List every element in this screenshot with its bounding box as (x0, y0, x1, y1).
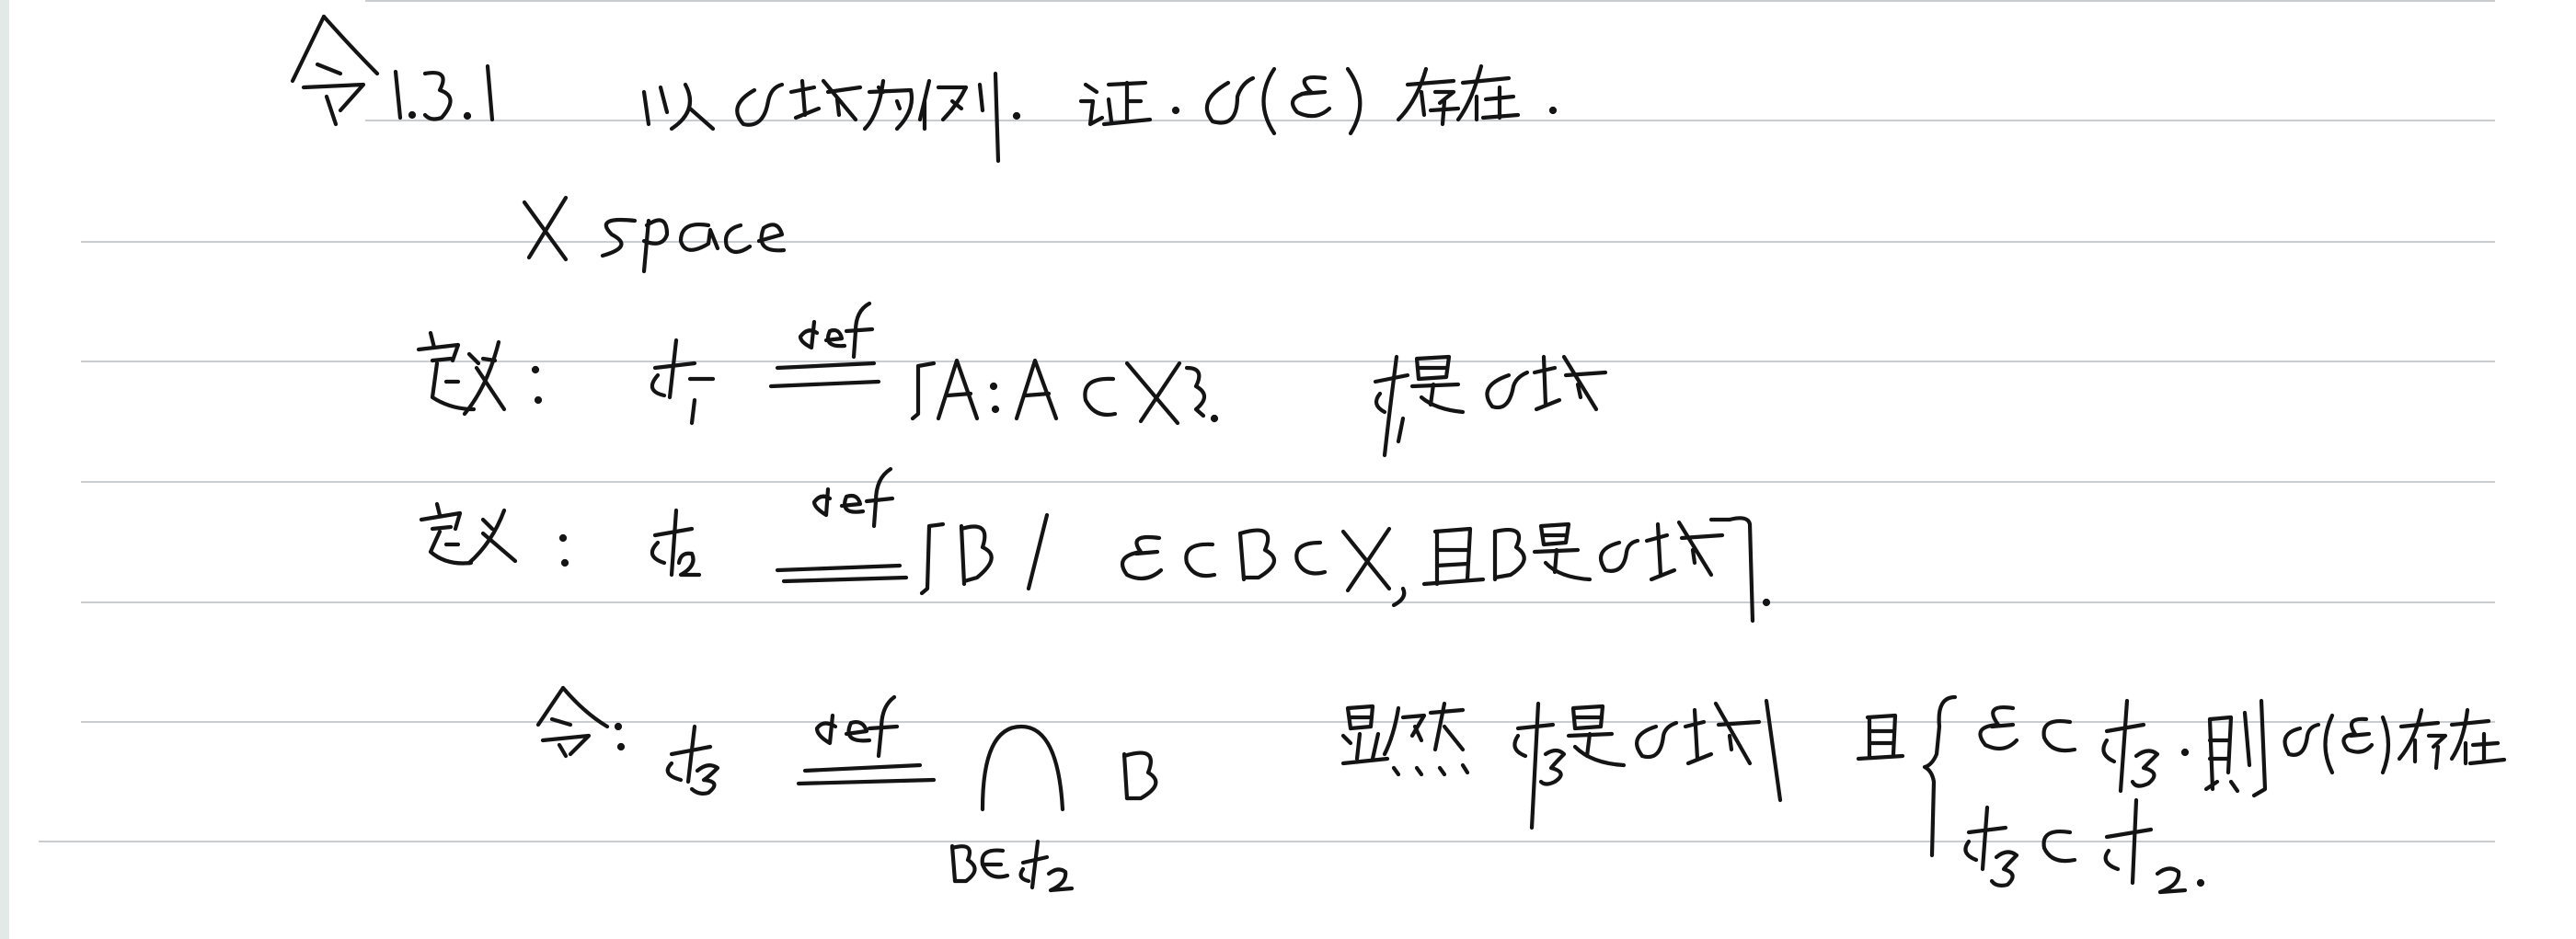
handwritten-colon (534, 368, 537, 372)
handwritten-ling (293, 17, 377, 124)
handwritten-ling-2 (538, 688, 607, 756)
handwritten-sigma-of-e (1207, 69, 1360, 133)
handwritten-a (681, 224, 718, 250)
handwritten-e (759, 224, 784, 250)
handwritten-1-3-1 (396, 66, 492, 120)
handwritten-F3 (668, 727, 718, 794)
handwritten-def-1 (771, 303, 879, 386)
handwritten-c (726, 225, 750, 252)
handwritten-set-A-subset-X (913, 361, 1216, 423)
handwritten-F1-is-sigma-field (1375, 357, 1605, 455)
handwritten-qie-2 (1858, 716, 1903, 759)
handwritten-yi (644, 85, 713, 129)
handwritten-wei (865, 81, 912, 129)
handwritten-dingyi-2 (421, 504, 515, 564)
handwritten-F1 (652, 340, 713, 423)
handwriting-line-2 (524, 198, 784, 271)
handwritten-li (920, 74, 998, 161)
handwritten-qie-B-is-sigma-field (1424, 518, 1768, 621)
handwritten-set-B (922, 515, 1404, 605)
handwritten-s (603, 220, 635, 256)
handwritten-cun (1398, 69, 1458, 124)
handwriting-line-4 (421, 469, 1768, 621)
handwritten-dingyi-1 (419, 333, 504, 414)
handwritten-dot (1174, 109, 1178, 112)
handwritten-colon (561, 536, 565, 540)
handwritten-ze-sigma-E-cunzai (2183, 701, 2504, 796)
handwritten-F3-subset-F2 (1965, 800, 2202, 892)
handwritten-def-3 (799, 697, 934, 784)
handwritten-zai (1458, 66, 1518, 120)
handwritten-subscript-B-in-F2 (952, 842, 1072, 890)
handwritten-F3-is-sigma-field (1514, 701, 1780, 828)
handwritten-xianran (1343, 704, 1467, 774)
handwriting-line-1 (293, 17, 1555, 161)
handwritten-p (644, 221, 649, 271)
handwritten-period (1551, 109, 1555, 112)
handwritten-yu-1 (791, 81, 860, 120)
handwritten-zheng (1081, 83, 1150, 124)
handwritten-def-2 (777, 469, 906, 581)
handwritten-period (1015, 114, 1018, 118)
handwriting-line-3 (419, 303, 1605, 455)
handwritten-sigma (737, 85, 782, 125)
handwritten-big-cap-B (983, 727, 1156, 809)
handwritten-brace (1925, 697, 1955, 855)
handwritten-colon (616, 725, 620, 728)
handwritten-F2 (652, 510, 699, 575)
handwriting-line-5 (538, 688, 2504, 892)
handwritten-E-subset-F3 (1980, 701, 2157, 791)
